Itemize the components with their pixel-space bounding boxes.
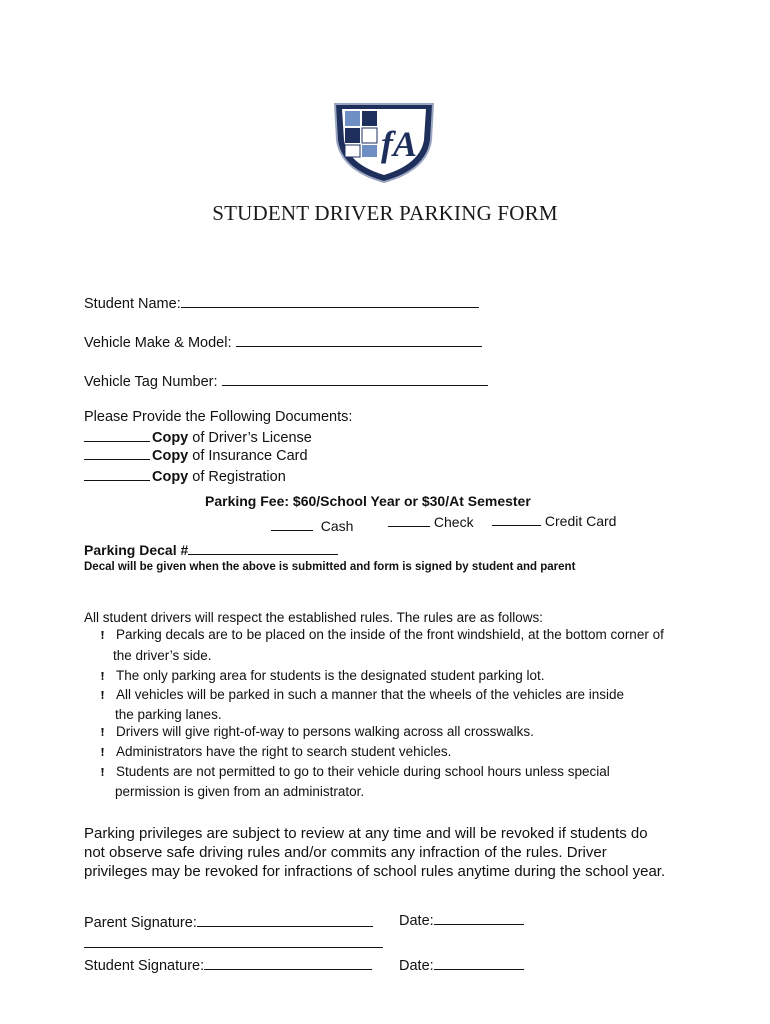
rule-item	[101, 724, 534, 740]
student-signature-label: Student Signature:	[84, 958, 205, 974]
student-name-field[interactable]	[84, 296, 479, 312]
bullet-icon: ❗︎	[101, 767, 104, 779]
bullet-icon: ❗︎	[101, 671, 104, 683]
privileges-line: Parking privileges are subject to review at any time and will be revoked if students do	[84, 825, 648, 842]
rule-item	[101, 627, 664, 643]
document-item	[84, 446, 308, 464]
student-name-label: Student Name:	[84, 296, 181, 312]
signature-divider	[84, 947, 383, 948]
rule-item	[101, 764, 610, 780]
privileges-line: not observe safe driving rules and/or commits any infraction of the rules. Driver	[84, 844, 607, 861]
logo-lettering: fA	[381, 124, 417, 164]
document-item-bold: Copy	[152, 448, 189, 464]
rule-item	[101, 687, 624, 703]
rule-text: Drivers will give right-of-way to persons walking across all crosswalks.	[116, 724, 534, 739]
parking-decal-field[interactable]	[84, 542, 338, 558]
date-label: Date:	[399, 913, 434, 929]
student-signature-field[interactable]	[84, 958, 372, 974]
rule-continuation: the driver’s side.	[113, 648, 212, 663]
rules-intro: All student drivers will respect the established rules. The rules are as follows:	[84, 610, 543, 625]
payment-cash-label: Cash	[320, 518, 354, 534]
bullet-icon: ❗︎	[101, 727, 104, 739]
school-logo	[331, 100, 437, 184]
privileges-line: privileges may be revoked for infractions of school rules anytime during the school year.	[84, 863, 666, 880]
vehicle-tag-label: Vehicle Tag Number:	[84, 374, 218, 390]
student-date-field[interactable]	[399, 958, 524, 974]
vehicle-tag-field[interactable]	[84, 374, 488, 390]
rule-item	[101, 668, 545, 684]
documents-heading: Please Provide the Following Documents:	[84, 409, 353, 425]
rule-item	[101, 744, 451, 760]
parent-signature-label: Parent Signature:	[84, 915, 197, 931]
document-item-bold: Copy	[152, 469, 189, 485]
rule-continuation: permission is given from an administrator.	[115, 784, 365, 799]
payment-credit-label: Credit Card	[544, 513, 617, 529]
rule-text: Administrators have the right to search student vehicles.	[116, 744, 452, 759]
date-label: Date:	[399, 958, 434, 974]
bullet-icon: ❗︎	[101, 630, 104, 642]
rule-text: Parking decals are to be placed on the inside of the front windshield, at the bottom corner of	[116, 627, 664, 642]
parking-decal-label: Parking Decal #	[84, 542, 189, 558]
payment-check-label: Check	[433, 514, 474, 530]
payment-credit-option[interactable]	[492, 513, 616, 529]
decal-note: Decal will be given when the above is submitted and form is signed by student and parent	[84, 561, 576, 573]
parent-date-field[interactable]	[399, 913, 524, 929]
rule-text: All vehicles will be parked in such a manner that the wheels of the vehicles are inside	[116, 687, 625, 702]
bullet-icon: ❗︎	[101, 690, 104, 702]
rule-continuation: the parking lanes.	[115, 707, 222, 722]
document-item-label: of Driver’s License	[188, 430, 312, 446]
parent-signature-field[interactable]	[84, 915, 373, 931]
payment-check-option[interactable]	[388, 514, 474, 530]
document-item-label: of Registration	[188, 469, 286, 485]
page-title: STUDENT DRIVER PARKING FORM	[212, 201, 558, 225]
vehicle-make-label: Vehicle Make & Model:	[84, 335, 232, 351]
parking-fee: Parking Fee: $60/School Year or $30/At Semester	[205, 493, 531, 509]
document-item	[84, 467, 286, 485]
rule-text: The only parking area for students is the designated student parking lot.	[116, 668, 545, 683]
vehicle-make-field[interactable]	[84, 335, 482, 351]
document-item-label: of Insurance Card	[188, 448, 308, 464]
document-item	[84, 428, 312, 446]
rule-text: Students are not permitted to go to their vehicle during school hours unless special	[116, 764, 610, 779]
document-item-bold: Copy	[152, 430, 189, 446]
payment-cash-option[interactable]	[271, 518, 353, 534]
bullet-icon: ❗︎	[101, 747, 104, 759]
